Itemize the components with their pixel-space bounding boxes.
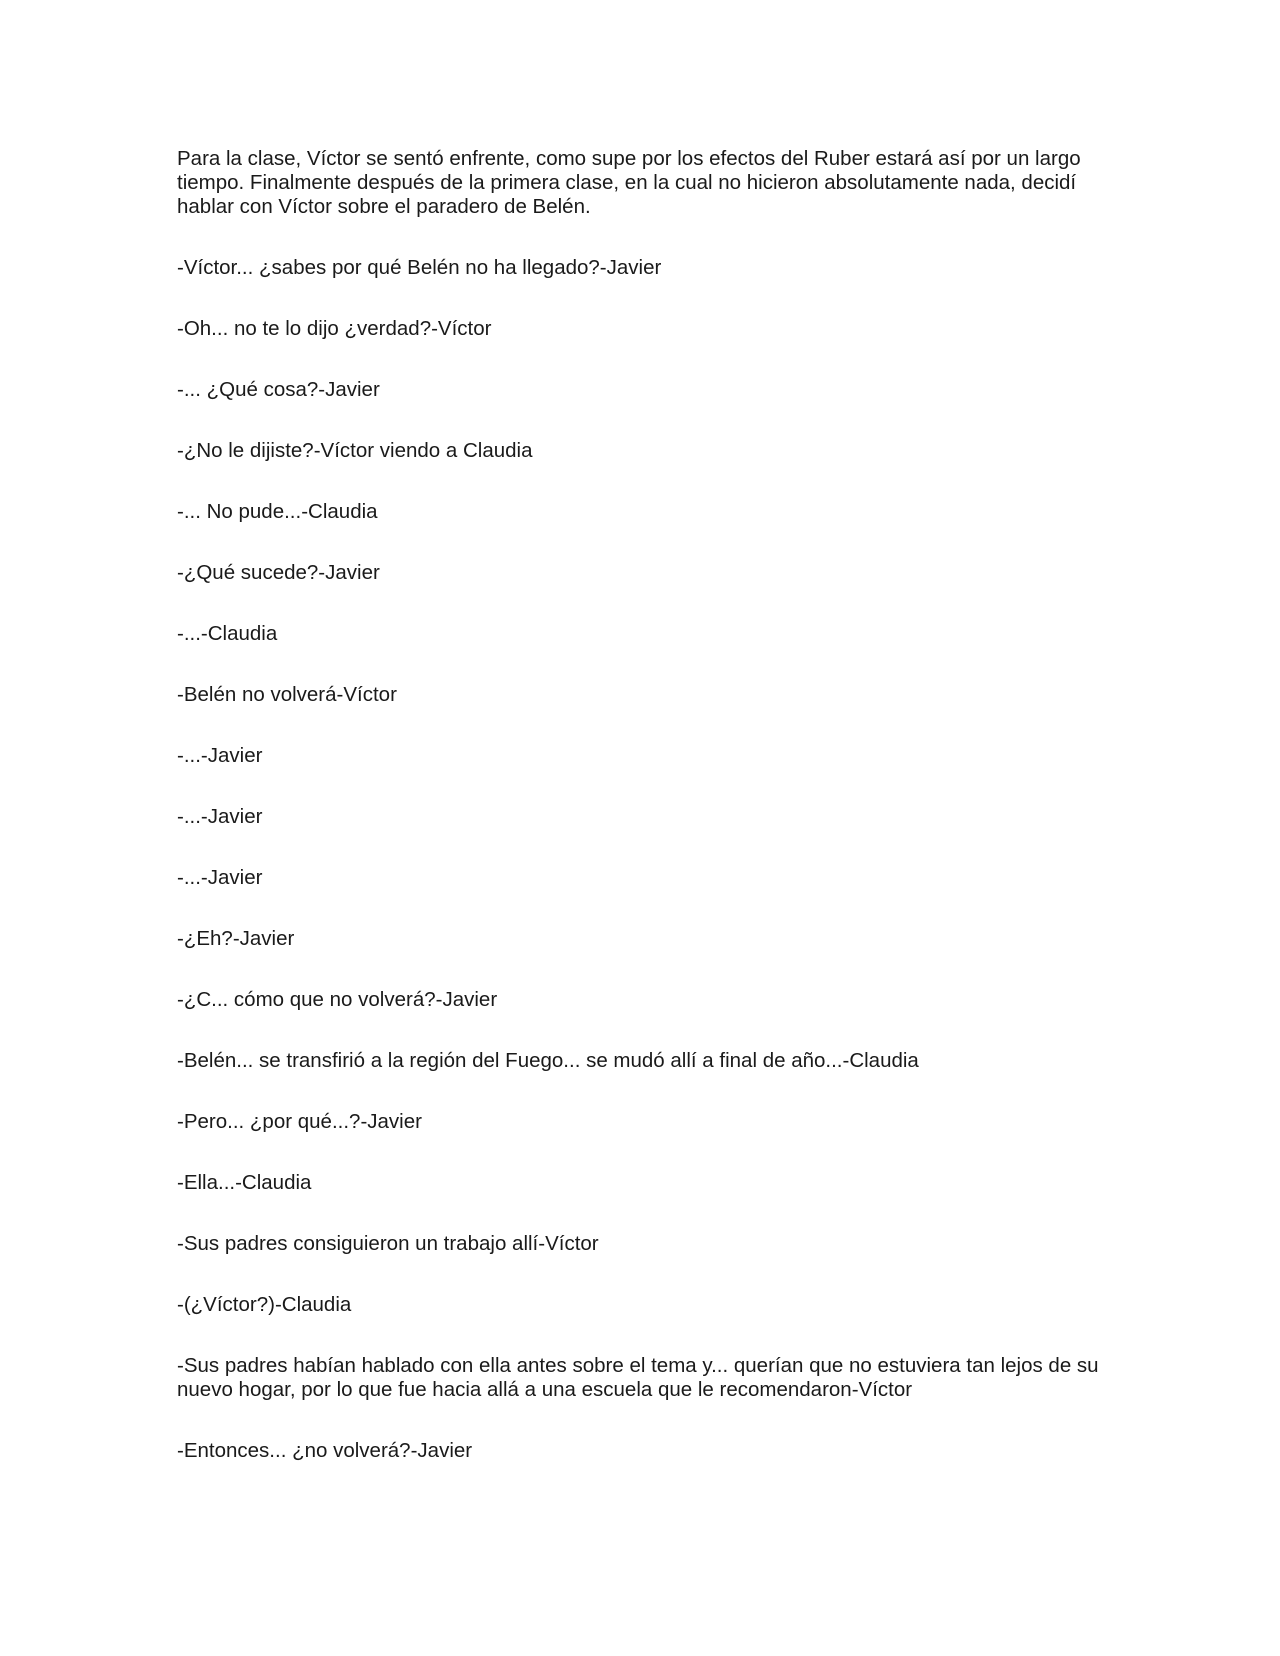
dialogue-line: -Belén... se transfirió a la región del Fuego... se mudó allí a final de año...-Claudia: [177, 1049, 919, 1072]
dialogue-line: -Pero... ¿por qué...?-Javier: [177, 1110, 422, 1133]
dialogue-line: -¿C... cómo que no volverá?-Javier: [177, 988, 498, 1011]
dialogue-line: -Víctor... ¿sabes por qué Belén no ha llegado?-Javier: [177, 256, 662, 279]
dialogue-line: -¿Qué sucede?-Javier: [177, 561, 380, 584]
dialogue-line: -...-Javier: [177, 744, 263, 767]
intro-paragraph: Para la clase, Víctor se sentó enfrente, como supe por los efectos del Ruber estará así por un largo tiempo. Finalmente después de la primera clase, en la cual no hicieron absolutamente nada, decidí hablar con Víctor sobre el paradero de Belén.: [177, 147, 1081, 218]
dialogue-line: -...-Javier: [177, 866, 263, 889]
dialogue-line: -Sus padres consiguieron un trabajo allí-Víctor: [177, 1232, 599, 1255]
dialogue-line: -...-Javier: [177, 805, 263, 828]
dialogue-line: -... ¿Qué cosa?-Javier: [177, 378, 380, 401]
dialogue-line: -¿No le dijiste?-Víctor viendo a Claudia: [177, 439, 533, 462]
dialogue-line: -Belén no volverá-Víctor: [177, 683, 397, 706]
dialogue-line: -Oh... no te lo dijo ¿verdad?-Víctor: [177, 317, 492, 340]
dialogue-line: -Entonces... ¿no volverá?-Javier: [177, 1439, 473, 1462]
dialogue-line: -¿Eh?-Javier: [177, 927, 295, 950]
dialogue-line: -Sus padres habían hablado con ella antes sobre el tema y... querían que no estuviera tan lejos de su nuevo hogar, por lo que fue hacia allá a una escuela que le recomendaron-Víctor: [177, 1354, 1099, 1401]
dialogue-line: -...-Claudia: [177, 622, 278, 645]
dialogue-line: -... No pude...-Claudia: [177, 500, 378, 523]
document-body: [177, 147, 1117, 1500]
dialogue-line: -Ella...-Claudia: [177, 1171, 312, 1194]
dialogue-line: -(¿Víctor?)-Claudia: [177, 1293, 352, 1316]
